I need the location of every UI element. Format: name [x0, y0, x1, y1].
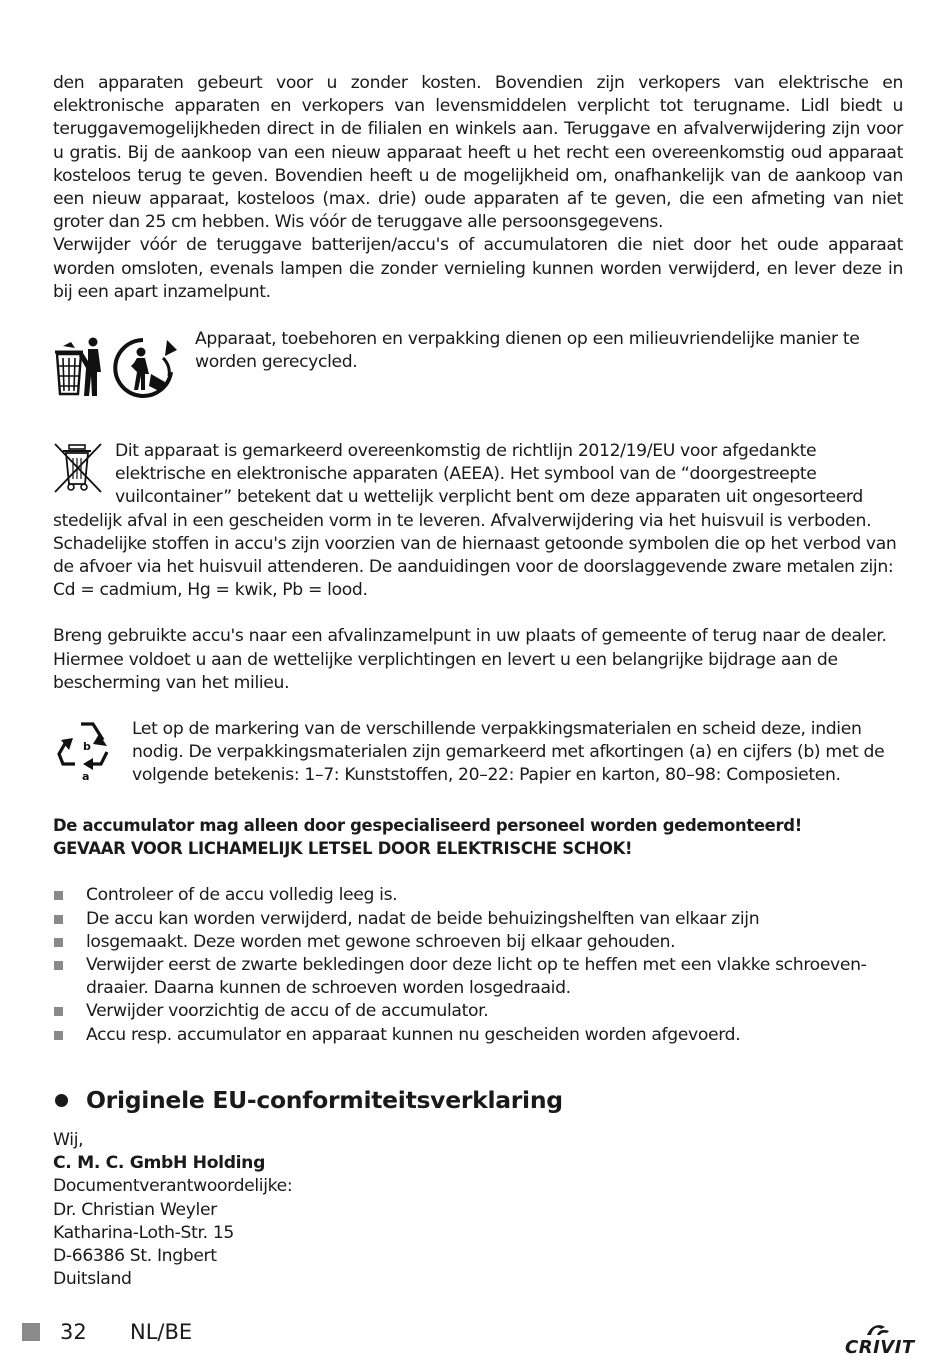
packaging-icon-label-a: a [82, 770, 90, 783]
list-item [53, 931, 903, 954]
address-country: Duitsland [53, 1269, 132, 1290]
address-person: Dr. Christian Weyler [53, 1199, 217, 1220]
recycle-notice [53, 328, 903, 402]
list-item [53, 884, 903, 907]
recycle-text: Apparaat, toebehoren en verpakking dienen op een milieuvriendelijke manier te worden gerecycled. [195, 329, 860, 373]
step-text-1: Controleer of de accu volledig leeg is. [86, 885, 398, 906]
address-block [53, 1129, 903, 1291]
intro-paragraph-2: Verwijder vóór de teruggave batterijen/accu's of accumulatoren die niet door het oude apparaat worden omsloten, evenals lampen die zonder vernieling kunnen worden verwijderd, en lever deze in bij een apart inzamelpunt. [53, 235, 903, 302]
bullet-square-icon [54, 915, 63, 924]
list-item [53, 954, 903, 1000]
bullet-square-icon [54, 891, 63, 900]
crossed-bin-icon [53, 442, 103, 494]
packaging-icon-label-b: b [83, 740, 91, 754]
bullet-square-icon [54, 938, 63, 947]
step-text-3: losgemaakt. Deze worden met gewone schroeven bij elkaar gehouden. [86, 931, 676, 952]
brand-mark-icon [845, 1323, 915, 1337]
address-role: Documentverantwoordelijke: [53, 1176, 293, 1197]
packaging-notice [53, 718, 903, 790]
step-text-6: Accu resp. accumulator en apparaat kunnen nu gescheiden worden afgevoerd. [86, 1024, 741, 1045]
list-item [53, 1000, 903, 1023]
weee-notice [53, 440, 903, 602]
section-heading [53, 1085, 903, 1115]
bullet-square-icon [54, 1007, 63, 1016]
brand-logo [845, 1323, 915, 1361]
disassembly-steps [53, 884, 903, 1046]
address-city: D-66386 St. Ingbert [53, 1245, 217, 1266]
packaging-text: Let op de markering van de verschillende verpakkingsmaterialen en scheid deze, indien nodig. De verpakkingsmaterialen zijn gemarkeerd met afkortingen (a) en cijfers (b) met de volgende betekenis: 1–7: Kunststoffen, 20–22: Papier en karton, 80–98: Composieten. [132, 719, 885, 786]
recycle-person-icon [115, 340, 177, 396]
section-title: Originele EU-conformiteitsverklaring [86, 1085, 563, 1114]
footer-marker [22, 1323, 40, 1341]
document-page [53, 72, 903, 1291]
brand-name: CRIVIT [845, 1337, 915, 1358]
step-text-5: Verwijder voorzichtig de accu of de accumulator. [86, 1001, 489, 1022]
battery-return-text: Breng gebruikte accu's naar een afvalinzamelpunt in uw plaats of gemeente of terug naar de dealer. Hiermee voldoet u aan de wettelijke verplichtingen en levert u een belangrijke bijdrage aan de bescherming van het milieu. [53, 626, 887, 693]
bullet-square-icon [54, 961, 63, 970]
bullet-square-icon [54, 1031, 63, 1040]
intro-paragraph-1: den apparaten gebeurt voor u zonder kosten. Bovendien zijn verkopers van elektrische en elektronische apparaten en verkopers van levensmiddelen verplicht tot terugname. Lidl biedt u teruggavemogelijkheden direct in de filialen en winkels aan. Teruggave en afvalverwijdering zijn voor u gratis. Bij de aankoop van een nieuw apparaat heeft u het recht een overeenkomstig oud apparaat kosteloos terug te geven. Bovendien heeft u de mogelijkheid om, onafhankelijk van de aankoop van een nieuw apparaat, kosteloos (max. drie) oude apparaten af te geven, die een afmeting van niet groter dan 25 cm hebben. Wis vóór de teruggave alle persoonsgegevens. [53, 73, 903, 233]
page-number: 32 [60, 1320, 87, 1344]
address-street: Katharina-Loth-Str. 15 [53, 1222, 234, 1243]
recycle-icons [53, 336, 188, 400]
intro-section [53, 72, 903, 304]
packaging-recycle-icon [53, 718, 117, 782]
step-text-4: Verwijder eerst de zwarte bekledingen door deze licht op te heffen met een vlakke schroevendraaier. Daarna kunnen de schroeven worden losgedraaid. [86, 955, 867, 999]
bullet-dot-icon [55, 1094, 68, 1107]
address-company: C. M. C. GmbH Holding [53, 1153, 266, 1174]
warning-line-2: GEVAAR VOOR LICHAMELIJK LETSEL DOOR ELEKTRISCHE SCHOK! [53, 839, 633, 859]
trash-person-icon [55, 338, 101, 397]
list-item [53, 908, 903, 931]
warning-line-1: De accumulator mag alleen door gespecialiseerd personeel worden gedemonteerd! [53, 816, 802, 836]
address-we: Wij, [53, 1129, 84, 1150]
language-code: NL/BE [130, 1320, 193, 1344]
disassembly-warning [53, 814, 903, 860]
weee-text: Dit apparaat is gemarkeerd overeenkomstig de richtlijn 2012/19/EU voor afgedankte elektrische en elektronische apparaten (AEEA). Het symbool van de “doorgestreepte vuilcontainer” betekent dat u wettelijk verplicht bent om deze apparaten uit ongesorteerd stedelijk afval in een gescheiden vorm in te leveren. Afvalverwijdering via het huisvuil is verboden. Schadelijke stoffen in accu's zijn voorzien van de hiernaast getoonde symbolen die op het verbod van de afvoer via het huisvuil attenderen. De aanduidingen voor de doorslaggevende zware metalen zijn: Cd = cadmium, Hg = kwik, Pb = lood. [53, 441, 897, 601]
list-item [53, 1024, 903, 1047]
step-text-2: De accu kan worden verwijderd, nadat de beide behuizingshelften van elkaar zijn [86, 908, 760, 929]
